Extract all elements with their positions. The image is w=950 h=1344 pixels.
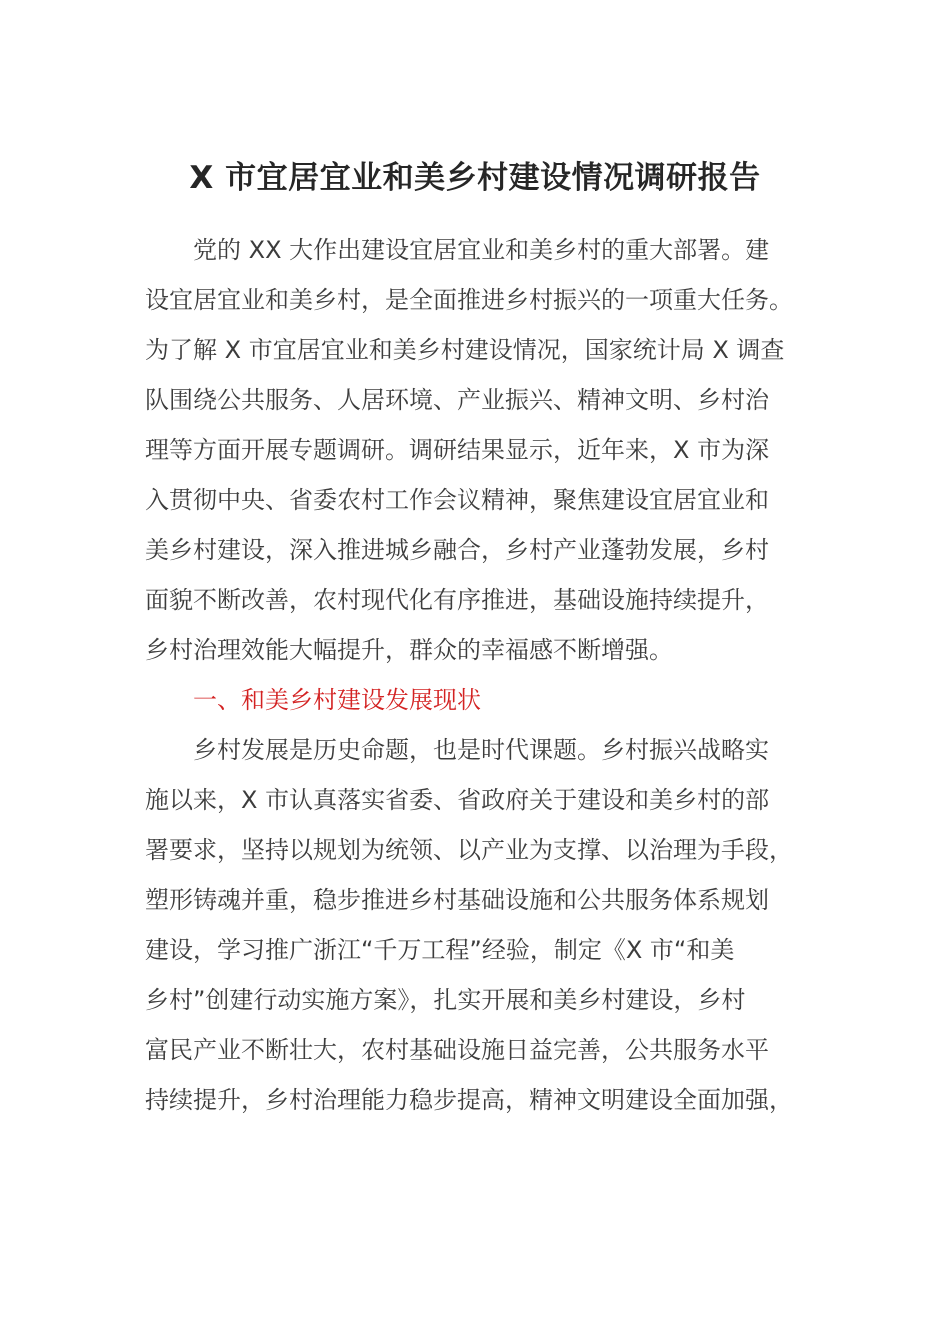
paragraph-line: 党的 XX 大作出建设宜居宜业和美乡村的重大部署。建 [193,236,770,264]
paragraph-line: 建设，学习推广浙江“千万工程”经验，制定《X 市“和美 [145,936,735,964]
document-title: X 市宜居宜业和美乡村建设情况调研报告 [189,160,761,196]
paragraph-line: 设宜居宜业和美乡村，是全面推进乡村振兴的一项重大任务。 [145,286,793,314]
paragraph-line: 美乡村建设，深入推进城乡融合，乡村产业蓬勃发展，乡村 [145,536,769,564]
paragraph-line: 为了解 X 市宜居宜业和美乡村建设情况，国家统计局 X 调查 [145,336,785,364]
paragraph-line: 塑形铸魂并重，稳步推进乡村基础设施和公共服务体系规划 [145,886,769,914]
paragraph-line: 面貌不断改善，农村现代化有序推进，基础设施持续提升， [145,586,769,614]
document-body [145,225,810,1125]
section-heading: 一、和美乡村建设发展现状 [193,686,481,714]
paragraph-line: 乡村”创建行动实施方案》，扎实开展和美乡村建设，乡村 [145,986,746,1014]
paragraph-line: 富民产业不断壮大，农村基础设施日益完善，公共服务水平 [145,1036,769,1064]
paragraph-line: 施以来，X 市认真落实省委、省政府关于建设和美乡村的部 [145,786,770,814]
paragraph-line: 队围绕公共服务、人居环境、产业振兴、精神文明、乡村治 [145,386,769,414]
paragraph-line: 持续提升，乡村治理能力稳步提高，精神文明建设全面加强， [145,1086,793,1114]
paragraph-line: 乡村发展是历史命题，也是时代课题。乡村振兴战略实 [193,736,769,764]
paragraph-line: 入贯彻中央、省委农村工作会议精神，聚焦建设宜居宜业和 [145,486,769,514]
paragraph-line: 乡村治理效能大幅提升，群众的幸福感不断增强。 [145,636,673,664]
paragraph-line: 理等方面开展专题调研。调研结果显示，近年来，X 市为深 [145,436,770,464]
paragraph-line: 署要求，坚持以规划为统领、以产业为支撑、以治理为手段， [145,836,793,864]
